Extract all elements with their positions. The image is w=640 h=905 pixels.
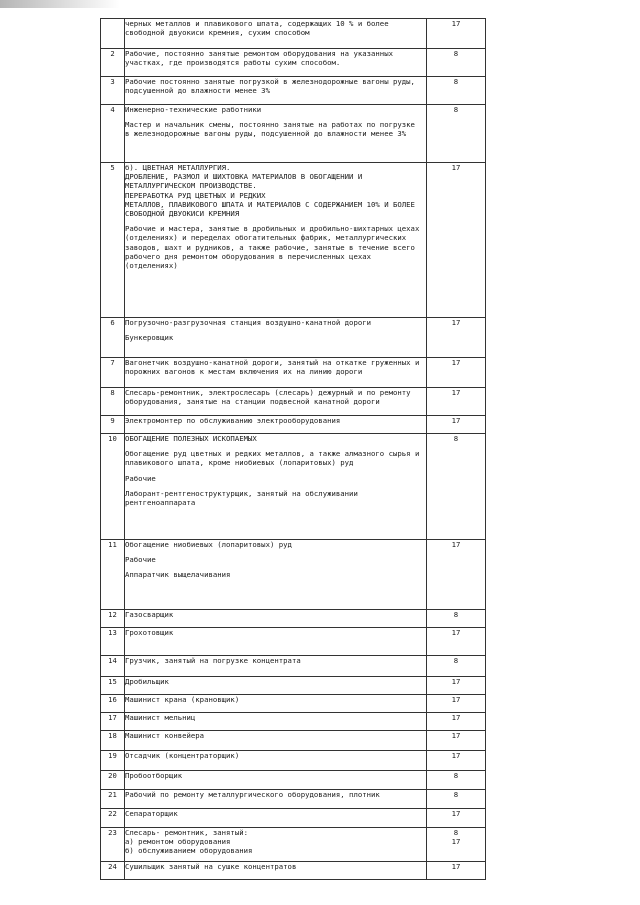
row-description: [125, 828, 427, 862]
table-row: [101, 751, 486, 771]
description-paragraph: Лаборант-рентгеноструктурщик, занятый на обслуживании рентгеноаппарата: [125, 488, 358, 508]
row-description: [125, 416, 427, 434]
row-description: [125, 388, 427, 416]
description-paragraph: Погрузочно-разгрузочная станция воздушно-канатной дороги: [125, 318, 372, 327]
table-row: [101, 677, 486, 695]
description-paragraph: черных металлов и плавикового шпата, содержащих 10 % и более свободной двуокиси кремния, сухим способом: [125, 19, 389, 38]
table-row: [101, 19, 486, 49]
description-paragraph: Обогащение ниобиевых (лопаритовых) руд: [125, 540, 292, 549]
description-paragraph: Машинист конвейера: [125, 731, 205, 740]
row-number: 7: [101, 358, 125, 388]
row-number: 2: [101, 49, 125, 77]
table-row: [101, 540, 486, 610]
row-description: [125, 540, 427, 610]
description-paragraph: Рабочие и мастера, занятые в дробильных и дробильно-шихтарных цехах (отделениях) и переделах обогатительных фабрик, металлургических заводов, шахт и рудников, а также рабочие, занятые в течение всего рабочего дня ремонтом оборудования в перечисленных цехах (отделениях): [125, 224, 420, 271]
row-number: 5: [101, 163, 125, 318]
row-description: [125, 695, 427, 713]
row-description: [125, 731, 427, 751]
row-number: 10: [101, 434, 125, 540]
row-number: 14: [101, 656, 125, 677]
row-number: 3: [101, 77, 125, 105]
row-norm-value: 8: [427, 771, 486, 790]
row-description: [125, 77, 427, 105]
row-number: 17: [101, 713, 125, 731]
description-paragraph: ОБОГАЩЕНИЕ ПОЛЕЗНЫХ ИСКОПАЕМЫХ: [125, 434, 257, 443]
table-row: [101, 790, 486, 809]
description-paragraph: Слесарь-ремонтник, электрослесарь (слесарь) дежурный и по ремонту оборудования, занятые на станции подвесной канатной дороги: [125, 388, 411, 407]
row-number: 21: [101, 790, 125, 809]
row-description: [125, 49, 427, 77]
description-paragraph: Отсадчик (концентраторщик): [125, 751, 240, 760]
description-paragraph: Пробоотборщик: [125, 771, 183, 780]
description-paragraph: Машинист мельниц: [125, 713, 196, 722]
row-description: [125, 751, 427, 771]
row-description: [125, 713, 427, 731]
row-description: [125, 610, 427, 628]
table-row: [101, 163, 486, 318]
description-paragraph: Рабочие: [125, 555, 156, 565]
description-paragraph: Обогащение руд цветных и редких металлов, а также алмазного сырья и плавикового шпата, кроме ниобиевых (лопаритовых) руд: [125, 449, 420, 468]
table-row: [101, 434, 486, 540]
description-paragraph: Слесарь- ремонтник, занятый: а) ремонтом оборудования б) обслуживанием оборудования: [125, 828, 253, 856]
table-row: [101, 628, 486, 656]
description-paragraph: Машинист крана (крановщик): [125, 695, 240, 704]
row-norm-value: 17: [427, 695, 486, 713]
table-row: [101, 77, 486, 105]
row-number: 4: [101, 105, 125, 163]
row-norm-value: 8: [427, 656, 486, 677]
table-row: [101, 656, 486, 677]
description-paragraph: Сепараторщик: [125, 809, 178, 818]
row-norm-value: 17: [427, 540, 486, 610]
row-norm-value: 17: [427, 388, 486, 416]
row-norm-value: 17: [427, 163, 486, 318]
row-norm-value: 17: [427, 416, 486, 434]
description-paragraph: б). ЦВЕТНАЯ МЕТАЛЛУРГИЯ. ДРОБЛЕНИЕ, РАЗМОЛ И ШИХТОВКА МАТЕРИАЛОВ В ОБОГАЩЕНИИ И МЕТАЛЛУРГИЧЕСКОМ ПРОИЗВОДСТВЕ. ПЕРЕРАБОТКА РУД ЦВЕТНЫХ И РЕДКИХ МЕТАЛЛОВ, ПЛАВИКОВОГО ШПАТА И МАТЕРИАЛОВ С СОДЕРЖАНИЕМ 10% И БОЛЕЕ СВОБОДНОЙ ДВУОКИСИ КРЕМНИЯ: [125, 163, 415, 219]
description-paragraph: Рабочие, постоянно занятые ремонтом оборудования на указанных участках, где производятся работы сухим способом.: [125, 49, 393, 68]
row-description: [125, 19, 427, 49]
row-norm-value: 8: [427, 105, 486, 163]
table-row: [101, 49, 486, 77]
row-norm-value: 17: [427, 809, 486, 828]
row-norm-value: 17: [427, 713, 486, 731]
table-row: [101, 771, 486, 790]
table-row: [101, 809, 486, 828]
description-paragraph: Электромонтер по обслуживанию электрооборудования: [125, 416, 341, 425]
table-row: [101, 695, 486, 713]
row-number: 23: [101, 828, 125, 862]
row-description: [125, 862, 427, 880]
description-paragraph: Инженерно-технические работники: [125, 105, 262, 114]
row-number: 18: [101, 731, 125, 751]
row-norm-value: 17: [427, 677, 486, 695]
row-norm-value: 17: [427, 862, 486, 880]
description-paragraph: Рабочие: [125, 473, 156, 483]
row-description: [125, 434, 427, 540]
row-number: 16: [101, 695, 125, 713]
row-number: [101, 19, 125, 49]
table-row: [101, 713, 486, 731]
row-number: 13: [101, 628, 125, 656]
table-row: [101, 731, 486, 751]
table-row: [101, 416, 486, 434]
table-row: [101, 105, 486, 163]
row-description: [125, 809, 427, 828]
table-row: [101, 318, 486, 358]
table-row: [101, 862, 486, 880]
description-paragraph: Вагонетчик воздушно-канатной дороги, занятый на откатке груженных и порожних вагонов к местам включения их на линию дороги: [125, 358, 420, 377]
row-number: 6: [101, 318, 125, 358]
occupations-table: [100, 18, 486, 880]
row-norm-value: 17: [427, 318, 486, 358]
row-norm-value: 8: [427, 77, 486, 105]
description-paragraph: Грохотовщик: [125, 628, 174, 637]
table-row: [101, 388, 486, 416]
row-number: 22: [101, 809, 125, 828]
description-paragraph: Сушильщик занятый на сушке концентратов: [125, 862, 297, 871]
row-description: [125, 628, 427, 656]
row-number: 9: [101, 416, 125, 434]
description-paragraph: Бункеровщик: [125, 333, 174, 343]
row-norm-value: 8 17: [427, 828, 486, 862]
table-body: [101, 19, 486, 880]
description-paragraph: Аппаратчик выщелачивания: [125, 570, 231, 580]
row-norm-value: 17: [427, 358, 486, 388]
description-paragraph: Рабочие постоянно занятые погрузкой в железнодорожные вагоны руды, подсушенной до влажности менее 3%: [125, 77, 415, 96]
row-number: 24: [101, 862, 125, 880]
description-paragraph: Грузчик, занятый на погрузке концентрата: [125, 656, 301, 665]
row-description: [125, 677, 427, 695]
row-description: [125, 105, 427, 163]
row-number: 15: [101, 677, 125, 695]
row-norm-value: 8: [427, 434, 486, 540]
row-norm-value: 17: [427, 751, 486, 771]
row-norm-value: 17: [427, 731, 486, 751]
row-description: [125, 790, 427, 809]
scan-edge-mark: [0, 0, 120, 8]
row-number: 8: [101, 388, 125, 416]
description-paragraph: Газосварщик: [125, 610, 174, 619]
description-paragraph: Рабочий по ремонту металлургического оборудования, плотник: [125, 790, 380, 799]
table-row: [101, 828, 486, 862]
table-row: [101, 358, 486, 388]
row-description: [125, 358, 427, 388]
row-number: 11: [101, 540, 125, 610]
row-description: [125, 656, 427, 677]
row-norm-value: 17: [427, 628, 486, 656]
description-paragraph: Мастер и начальник смены, постоянно занятые на работах по погрузке в железнодорожные вагоны руды, подсушенной до влажности менее 3%: [125, 120, 415, 139]
row-number: 19: [101, 751, 125, 771]
row-description: [125, 771, 427, 790]
row-description: [125, 318, 427, 358]
row-number: 20: [101, 771, 125, 790]
table-row: [101, 610, 486, 628]
row-description: [125, 163, 427, 318]
description-paragraph: Дробильщик: [125, 677, 169, 686]
row-norm-value: 8: [427, 610, 486, 628]
row-number: 12: [101, 610, 125, 628]
row-norm-value: 17: [427, 19, 486, 49]
row-norm-value: 8: [427, 49, 486, 77]
row-norm-value: 8: [427, 790, 486, 809]
